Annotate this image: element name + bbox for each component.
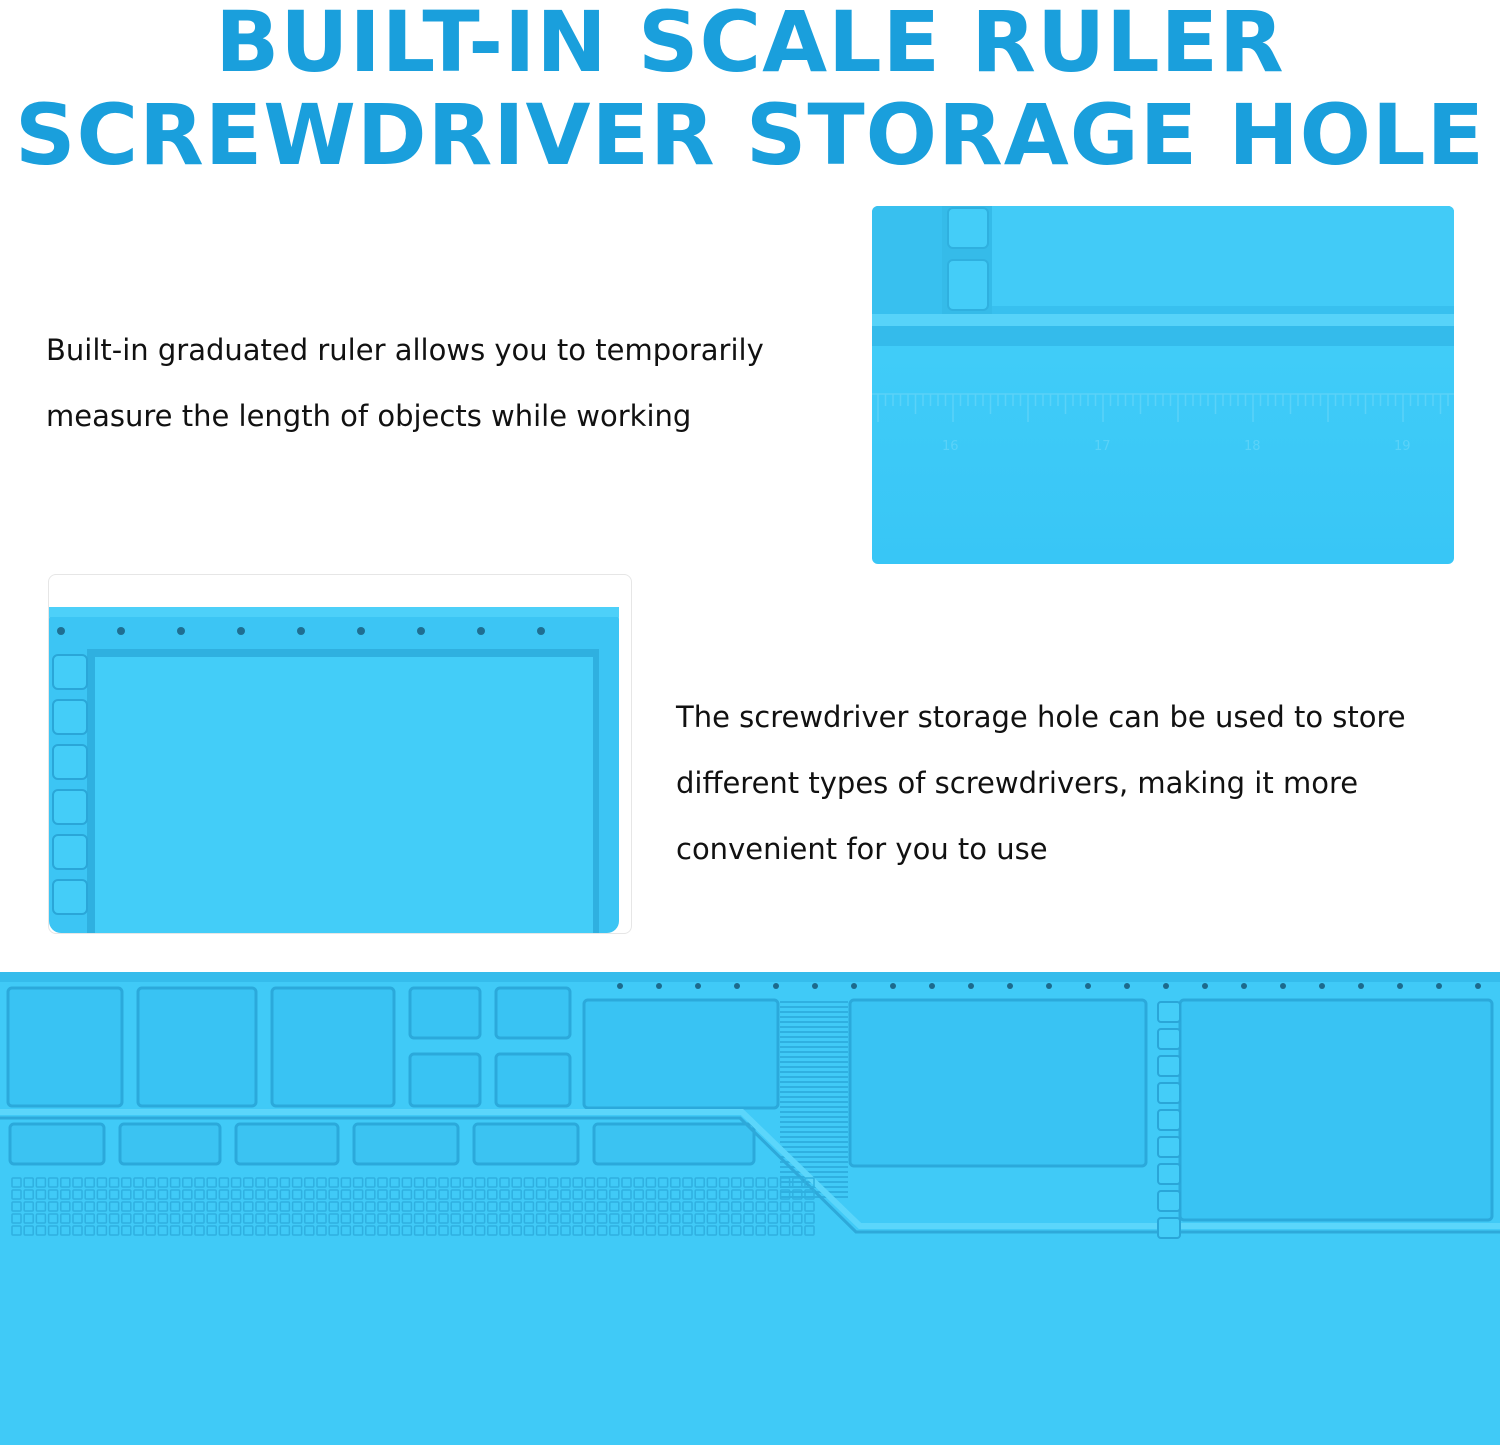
ruler-number-19: 19 — [1394, 439, 1411, 454]
ruler-number-16: 16 — [942, 439, 959, 454]
ruler-description — [46, 317, 846, 449]
ruler-number-18: 18 — [1244, 439, 1261, 454]
headline-line-1: BUILT-IN SCALE RULER — [215, 0, 1285, 91]
storage-description-line-1: The screwdriver storage hole can be used to store — [676, 700, 1406, 734]
ruler-closeup-illustration — [872, 206, 1454, 564]
headline-line-2: SCREWDRIVER STORAGE HOLE — [15, 86, 1485, 184]
ruler-closeup-photo — [872, 206, 1454, 564]
storage-holes-illustration — [49, 575, 631, 933]
storage-holes-closeup-photo — [48, 574, 632, 934]
storage-description-line-2: different types of screwdrivers, making it more — [676, 766, 1359, 800]
ruler-description-line-2: measure the length of objects while working — [46, 399, 692, 433]
storage-description — [676, 684, 1476, 882]
ruler-number-17: 17 — [1094, 439, 1111, 454]
full-mat-illustration — [0, 972, 1500, 1445]
ruler-description-line-1: Built-in graduated ruler allows you to temporarily — [46, 333, 764, 367]
storage-description-line-3: convenient for you to use — [676, 832, 1048, 866]
full-mat-photo — [0, 972, 1500, 1445]
